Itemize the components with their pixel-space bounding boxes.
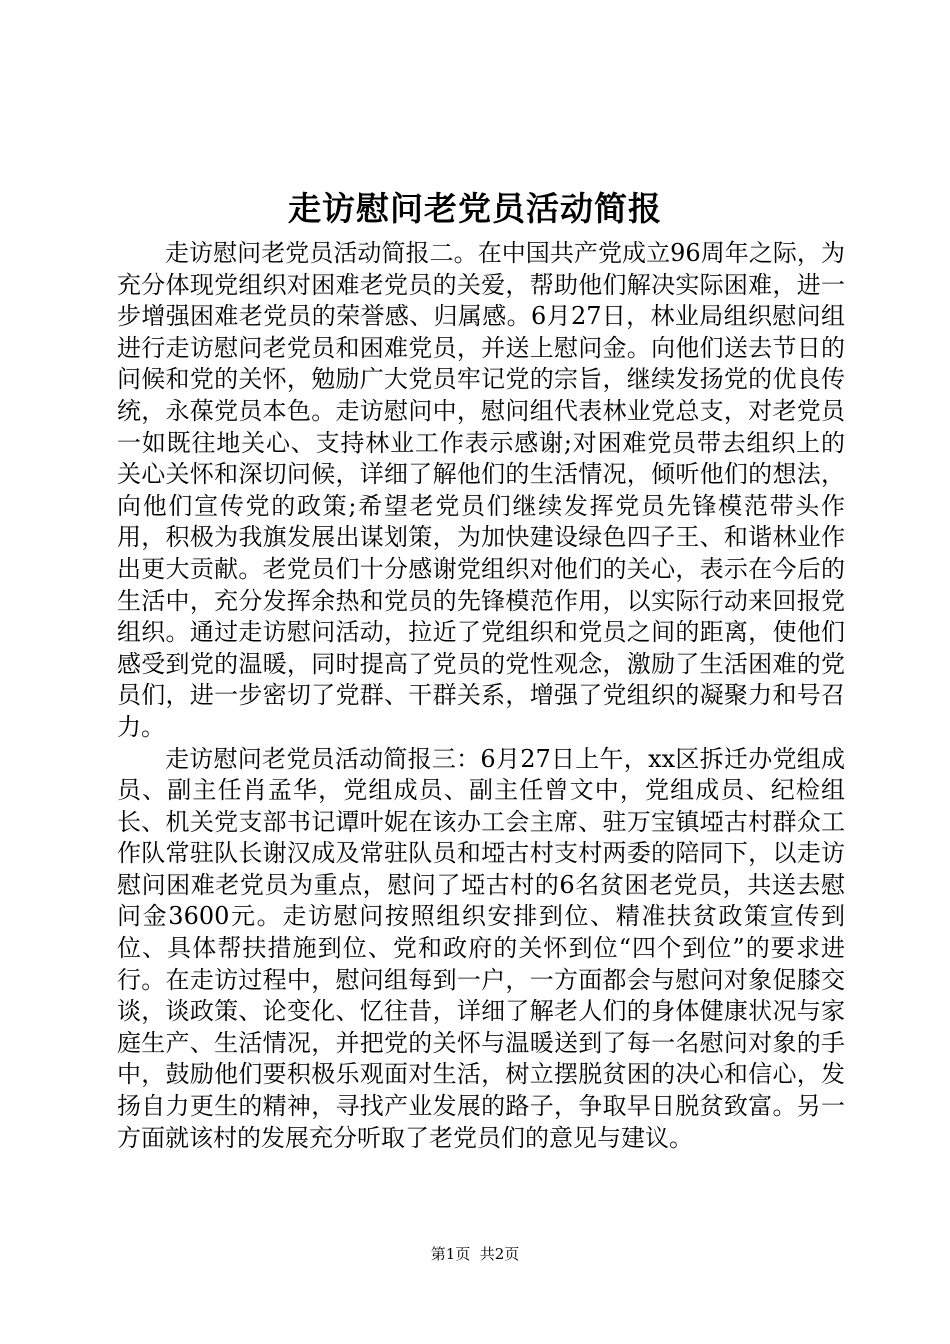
page-footer <box>0 1244 950 1264</box>
paragraph-2: 走访慰问老党员活动简报三：6月27日上午，xx区拆迁办党组成员、副主任肖孟华，党组成员、副主任曾文中，党组成员、纪检组长、机关党支部书记谭叶妮在该办工会主席、驻万宝镇埡古村群众工作队常驻队长谢汉成及常驻队员和埡古村支村两委的陪同下，以走访慰问困难老党员为重点，慰问了埡古村的6名贫困老党员，共送去慰问金3600元。走访慰问按照组织安排到位、精准扶贫政策宣传到位、具体帮扶措施到位、党和政府的关怀到位“四个到位”的要求进行。在走访过程中，慰问组每到一户，一方面都会与慰问对象促膝交谈，谈政策、论变化、忆往昔，详细了解老人们的身体健康状况与家庭生产、生活情况，并把党的关怀与温暖送到了每一名慰问对象的手中，鼓励他们要积极乐观面对生活，树立摆脱贫困的决心和信心，发扬自力更生的精神，寻找产业发展的路子，争取早日脱贫致富。另一方面就该村的发展充分听取了老党员们的意见与建议。 <box>117 744 845 1152</box>
page-number-label: 第1页 共2页 <box>430 1245 520 1263</box>
document-title: 走访慰问老党员活动简报 <box>288 189 662 228</box>
document-body <box>117 238 845 1154</box>
paragraph-1: 走访慰问老党员活动简报二。在中国共产党成立96周年之际，为充分体现党组织对困难老党员的关爱，帮助他们解决实际困难，进一步增强困难老党员的荣誉感、归属感。6月27日，林业局组织慰问组进行走访慰问老党员和困难党员，并送上慰问金。向他们送去节日的问候和党的关怀，勉励广大党员牢记党的宗旨，继续发扬党的优良传统，永葆党员本色。走访慰问中，慰问组代表林业党总支，对老党员一如既往地关心、支持林业工作表示感谢;对困难党员带去组织上的关心关怀和深切问候，详细了解他们的生活情况，倾听他们的想法，向他们宣传党的政策;希望老党员们继续发挥党员先锋模范带头作用，积极为我旗发展出谋划策，为加快建设绿色四子王、和谐林业作出更大贡献。老党员们十分感谢党组织对他们的关心，表示在今后的生活中，充分发挥余热和党员的先锋模范作用，以实际行动来回报党组织。通过走访慰问活动，拉近了党组织和党员之间的距离，使他们感受到党的温暖，同时提高了党员的党性观念，激励了生活困难的党员们，进一步密切了党群、干群关系，增强了党组织的凝聚力和号召力。 <box>117 239 845 741</box>
